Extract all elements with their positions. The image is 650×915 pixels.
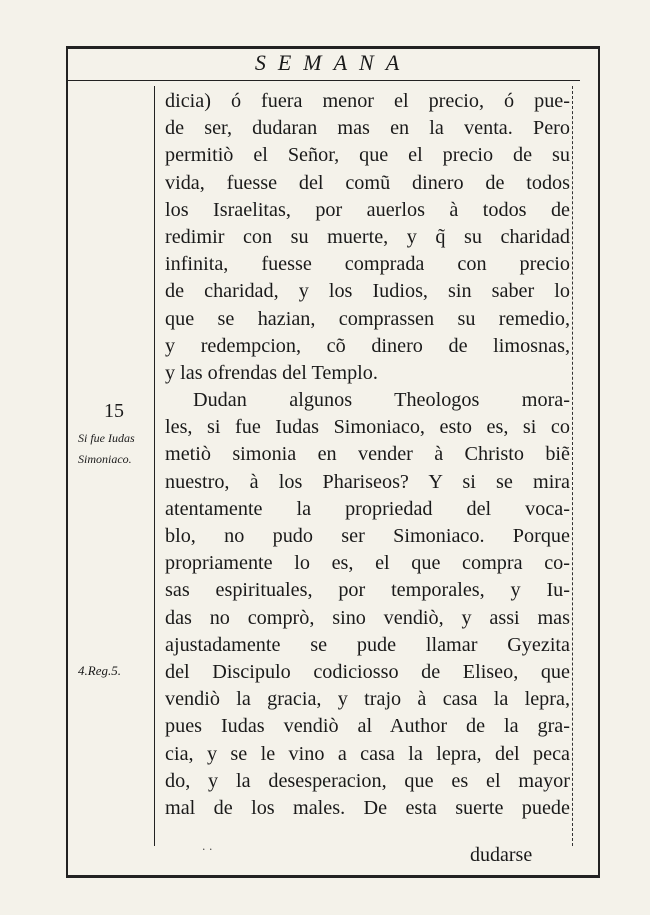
- text-line: y redempcion, cõ dinero de limosnas,: [165, 334, 570, 357]
- text-line: del Discipulo codiciosso de Eliseo, que: [165, 660, 570, 683]
- text-line: permitiò el Señor, que el precio de su: [165, 144, 570, 167]
- text-line: pues Iudas vendiò al Author de la gra-: [165, 715, 570, 738]
- text-line: y las ofrendas del Templo.: [165, 361, 378, 384]
- text-line: das no comprò, sino vendiò, y assi mas: [165, 606, 570, 629]
- catchword: dudarse: [470, 844, 533, 866]
- margin-column-rule: [154, 86, 155, 846]
- text-line: infinita, fuesse comprada con precio: [165, 253, 570, 276]
- text-line: redimir con su muerte, y q̃ su charidad: [165, 225, 570, 248]
- text-line: propriamente lo es, el que compra co-: [165, 552, 570, 575]
- text-line: nuestro, à los Phariseos? Y si se mira: [165, 470, 570, 493]
- header-rule: [66, 80, 580, 81]
- text-line: metiò simonia en vender à Christo biẽ: [165, 443, 570, 466]
- text-line: ajustadamente se pude llamar Gyezita: [165, 633, 570, 656]
- text-line: vendiò la gracia, y trajo à casa la lepra,: [165, 688, 570, 711]
- text-line: do, y la desesperacion, que es el mayor: [165, 769, 570, 792]
- text-line: blo, no pudo ser Simoniaco. Porque: [165, 525, 570, 547]
- text-line: les, si fue Iudas Simoniaco, esto es, si co: [165, 416, 570, 439]
- text-line: que se hazian, comprassen su remedio,: [165, 307, 570, 330]
- paragraph-number: 15: [104, 400, 124, 422]
- text-line: atentamente la propriedad del voca-: [165, 497, 570, 520]
- margin-note: Si fue Iudas Simoniaco.: [78, 431, 135, 466]
- text-line: sas espirituales, por temporales, y Iu-: [165, 579, 570, 602]
- running-header: SEMANA: [254, 50, 412, 75]
- margin-reference: 4.Reg.5.: [78, 663, 121, 678]
- body-text: [165, 88, 570, 822]
- text-line: los Israelitas, por auerlos à todos de: [165, 198, 570, 221]
- text-line: de ser, dudaran mas en la venta. Pero: [165, 117, 570, 140]
- signature-marks: · ·: [202, 843, 213, 856]
- text-line: Dudan algunos Theologos mora-: [193, 389, 570, 412]
- text-line: dicia) ó fuera menor el precio, ó pue-: [165, 90, 570, 112]
- text-line: mal de los males. De esta suerte puede: [165, 796, 570, 819]
- text-line: cia, y se le vino a casa la lepra, del peca: [165, 742, 570, 765]
- text-line: de charidad, y los Iudios, sin saber lo: [165, 280, 570, 303]
- text-line: vida, fuesse del comũ dinero de todos: [165, 171, 570, 194]
- text-column-rule: [572, 86, 573, 846]
